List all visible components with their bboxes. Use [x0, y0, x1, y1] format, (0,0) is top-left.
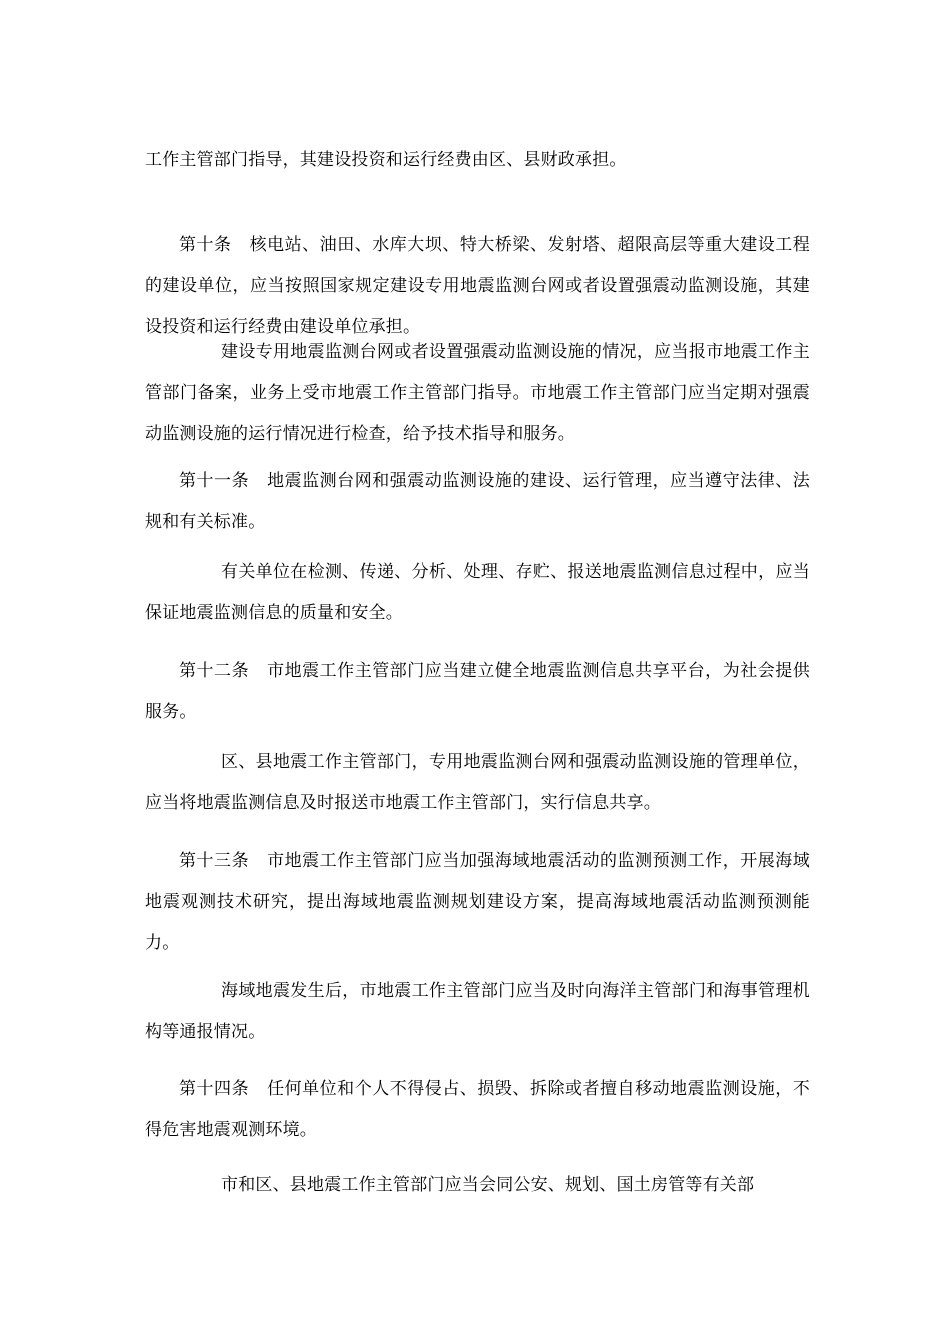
- paragraph-continuation: [145, 140, 810, 181]
- paragraph-text: 地震监测台网和强震动监测设施的建设、运行管理，应当遵守法律、法规和有关标准。: [145, 471, 810, 532]
- article-13-paragraph-2: [145, 971, 810, 1053]
- article-14: [145, 1069, 810, 1151]
- article-number: 第十条: [179, 235, 232, 255]
- paragraph-text: 任何单位和个人不得侵占、损毁、拆除或者擅自移动地震监测设施，不得危害地震观测环境。: [145, 1079, 810, 1140]
- paragraph-text: 工作主管部门指导，其建设投资和运行经费由区、县财政承担。: [145, 150, 627, 170]
- article-11: [145, 461, 810, 543]
- article-12: [145, 651, 810, 733]
- article-10: [145, 225, 810, 348]
- paragraph-text: 市地震工作主管部门应当加强海域地震活动的监测预测工作，开展海域地震观测技术研究，提出海域地震监测规划建设方案，提高海域地震活动监测预测能力。: [145, 851, 810, 953]
- article-number: 第十三条: [179, 851, 250, 871]
- article-14-paragraph-2: [145, 1165, 810, 1206]
- article-10-paragraph-2: [145, 332, 810, 455]
- paragraph-text: 核电站、油田、水库大坝、特大桥梁、发射塔、超限高层等重大建设工程的建设单位，应当按照国家规定建设专用地震监测台网或者设置强震动监测设施，其建设投资和运行经费由建设单位承担。: [145, 235, 810, 337]
- paragraph-text: 市和区、县地震工作主管部门应当会同公安、规划、国土房管等有关部: [221, 1175, 755, 1195]
- article-number: 第十二条: [179, 661, 250, 681]
- paragraph-text: 海域地震发生后，市地震工作主管部门应当及时向海洋主管部门和海事管理机构等通报情况。: [145, 981, 810, 1042]
- paragraph-text: 有关单位在检测、传递、分析、处理、存贮、报送地震监测信息过程中，应当保证地震监测信息的质量和安全。: [145, 562, 810, 623]
- article-number: 第十一条: [179, 471, 250, 491]
- paragraph-text: 区、县地震工作主管部门，专用地震监测台网和强震动监测设施的管理单位，应当将地震监测信息及时报送市地震工作主管部门，实行信息共享。: [145, 752, 810, 813]
- article-11-paragraph-2: [145, 552, 810, 634]
- paragraph-text: 市地震工作主管部门应当建立健全地震监测信息共享平台，为社会提供服务。: [145, 661, 810, 722]
- article-12-paragraph-2: [145, 742, 810, 824]
- paragraph-text: 建设专用地震监测台网或者设置强震动监测设施的情况，应当报市地震工作主管部门备案，业务上受市地震工作主管部门指导。市地震工作主管部门应当定期对强震动监测设施的运行情况进行检查，给予技术指导和服务。: [145, 342, 810, 444]
- article-number: 第十四条: [179, 1079, 250, 1099]
- article-13: [145, 841, 810, 964]
